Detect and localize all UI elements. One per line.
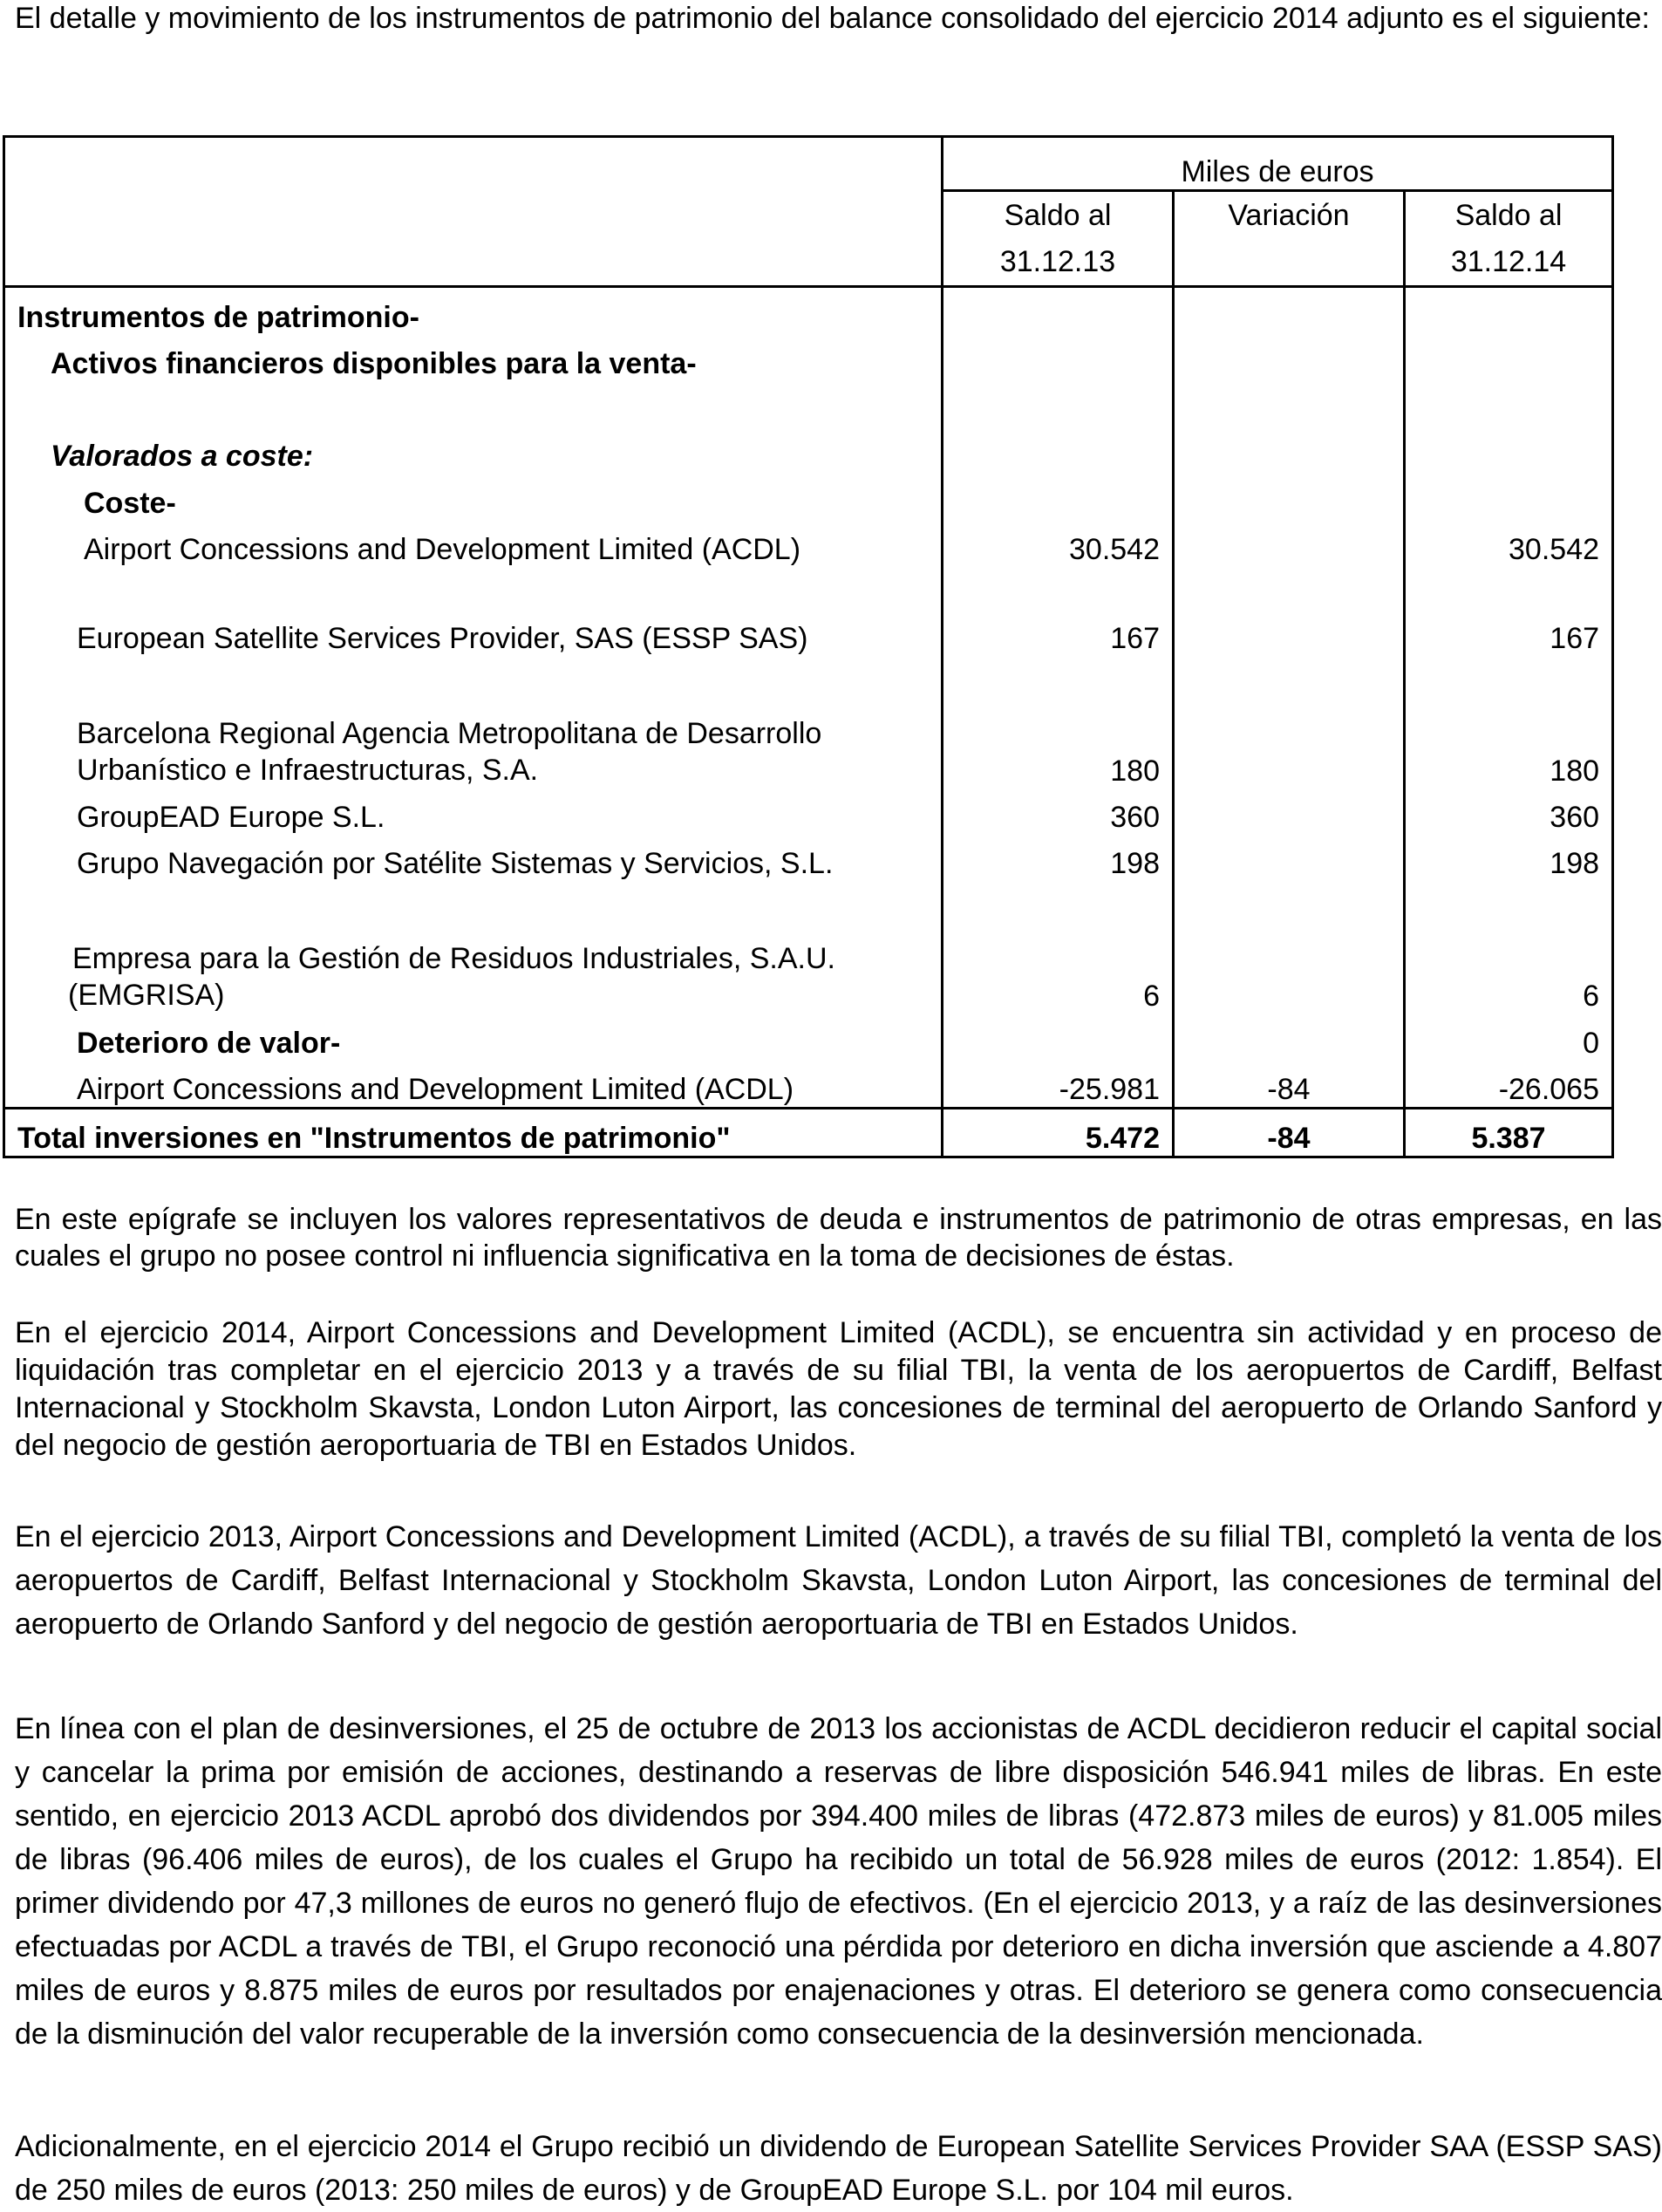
impairment-heading-value-2014: 0 [1405, 1014, 1613, 1061]
impairment-variation: -84 [1174, 1061, 1405, 1109]
row-value-2013: 167 [943, 567, 1174, 656]
header-group-label: Miles de euros [943, 137, 1613, 191]
col2-header: Variación [1174, 191, 1405, 239]
col3-header: Saldo al [1405, 191, 1613, 239]
subsection-title: Activos financieros disponibles para la venta- [4, 335, 943, 381]
equity-instruments-table [3, 135, 1614, 1158]
row-value-2014: 167 [1405, 567, 1613, 656]
paragraph-3: En el ejercicio 2013, Airport Concessions and Development Limited (ACDL), a través de su filial TBI, completó la venta de los aeropuertos de Cardiff, Belfast Internacional y Stockholm Skavsta, London Luton Airport, las concesiones de terminal del aeropuerto de Orlando Sanford y del negocio de gestión aeroportuaria de TBI en Estados Unidos. [15, 1520, 1662, 1641]
row-label-line-1: Empresa para la Gestión de Residuos Industriales, S.A.U. [72, 941, 835, 975]
row-value-2014: 360 [1405, 789, 1613, 835]
table-row [4, 835, 1613, 881]
table-row [4, 656, 1613, 789]
row-value-2013: 198 [943, 835, 1174, 881]
impairment-heading: Deterioro de valor- [4, 1014, 943, 1061]
paragraph-4: En línea con el plan de desinversiones, el 25 de octubre de 2013 los accionistas de ACDL decidieron reducir el capital social y cancelar la prima por emisión de acciones, destinando a reservas de libre disposición 546.941 miles de libras. En este sentido, en ejercicio 2013 ACDL aprobó dos dividendos por 394.400 miles de libras (472.873 miles de euros) y 81.005 miles de libras (96.406 miles de euros), de los cuales el Grupo ha recibido un total de 56.928 miles de euros (2012: 1.854). El primer dividendo por 47,3 millones de euros no generó flujo de efectivos. (En el ejercicio 2013, y a raíz de las desinversiones efectuadas por ACDL a través de TBI, el Grupo reconoció una pérdida por deterioro en dicha inversión que asciende a 4.807 miles de euros y 8.875 miles de euros por resultados por enajenaciones y otras. El deterioro se genera como consecuencia de la disminución del valor recuperable de la inversión como consecuencia de la desinversión mencionada. [15, 1712, 1662, 2051]
intro-paragraph: El detalle y movimiento de los instrumentos de patrimonio del balance consolidado del ejercicio 2014 adjunto es el siguiente: [15, 2, 1650, 35]
subsection-row [4, 335, 1613, 381]
table-row [4, 881, 1613, 1014]
row-label-line-2: (EMGRISA) [68, 978, 225, 1012]
row-value-2013: 360 [943, 789, 1174, 835]
row-value-2014: 6 [1405, 881, 1613, 1014]
header-row-cols-2 [4, 239, 1613, 287]
row-variation [1174, 521, 1405, 567]
cost-heading-row [4, 474, 1613, 521]
row-value-2013: 6 [943, 881, 1174, 1014]
row-label [4, 881, 943, 1014]
row-label-line-2: Urbanístico e Infraestructuras, S.A. [77, 753, 539, 787]
row-variation [1174, 567, 1405, 656]
row-variation [1174, 881, 1405, 1014]
row-variation [1174, 835, 1405, 881]
row-value-2014: 30.542 [1405, 521, 1613, 567]
impairment-label: Airport Concessions and Development Limited (ACDL) [4, 1061, 943, 1109]
col1-date: 31.12.13 [943, 239, 1174, 287]
header-row-cols-1 [4, 191, 1613, 239]
impairment-row [4, 1061, 1613, 1109]
cost-heading: Coste- [4, 474, 943, 521]
row-value-2014: 198 [1405, 835, 1613, 881]
row-label: European Satellite Services Provider, SAS (ESSP SAS) [4, 567, 943, 656]
impairment-value-2013: -25.981 [943, 1061, 1174, 1109]
valued-at-cost-label: Valorados a coste: [4, 381, 943, 474]
row-label [4, 656, 943, 789]
row-variation [1174, 789, 1405, 835]
total-row [4, 1109, 1613, 1157]
impairment-heading-row [4, 1014, 1613, 1061]
header-empty-cell [4, 137, 943, 191]
impairment-value-2014: -26.065 [1405, 1061, 1613, 1109]
paragraph-2: En el ejercicio 2014, Airport Concessions and Development Limited (ACDL), se encuentra sin actividad y en proceso de liquidación tras completar en el ejercicio 2013 y a través de su filial TBI, la venta de los aeropuertos de Cardiff, Belfast Internacional y Stockholm Skavsta, London Luton Airport, las concesiones de terminal del aeropuerto de Orlando Sanford y del negocio de gestión aeroportuaria de TBI en Estados Unidos. [15, 1316, 1662, 1462]
row-value-2013: 30.542 [943, 521, 1174, 567]
paragraph-1: En este epígrafe se incluyen los valores representativos de deuda e instrumentos de patrimonio de otras empresas, en las cuales el grupo no posee control ni influencia significativa en la toma de decisiones de éstas. [15, 1203, 1662, 1273]
row-value-2014: 180 [1405, 656, 1613, 789]
valued-at-cost-row [4, 381, 1613, 474]
row-label-line-1: Barcelona Regional Agencia Metropolitana de Desarrollo [77, 716, 822, 750]
col1-header: Saldo al [943, 191, 1174, 239]
row-label: Grupo Navegación por Satélite Sistemas y Servicios, S.L. [4, 835, 943, 881]
table-row [4, 521, 1613, 567]
row-value-2013: 180 [943, 656, 1174, 789]
table-row [4, 567, 1613, 656]
header-row-group [4, 137, 1613, 191]
row-variation [1174, 656, 1405, 789]
total-label: Total inversiones en "Instrumentos de patrimonio" [4, 1109, 943, 1157]
table-row [4, 789, 1613, 835]
section-title-row [4, 287, 1613, 335]
section-title: Instrumentos de patrimonio- [4, 287, 943, 335]
total-value-2014: 5.387 [1405, 1109, 1613, 1157]
row-label: GroupEAD Europe S.L. [4, 789, 943, 835]
total-value-2013: 5.472 [943, 1109, 1174, 1157]
col3-date: 31.12.14 [1405, 239, 1613, 287]
total-variation: -84 [1174, 1109, 1405, 1157]
paragraph-5: Adicionalmente, en el ejercicio 2014 el Grupo recibió un dividendo de European Satellite Services Provider SAA (ESSP SAS) de 250 miles de euros (2013: 250 miles de euros) y de GroupEAD Europe S.L. por 104 mil euros. [15, 2130, 1662, 2207]
row-label: Airport Concessions and Development Limited (ACDL) [4, 521, 943, 567]
